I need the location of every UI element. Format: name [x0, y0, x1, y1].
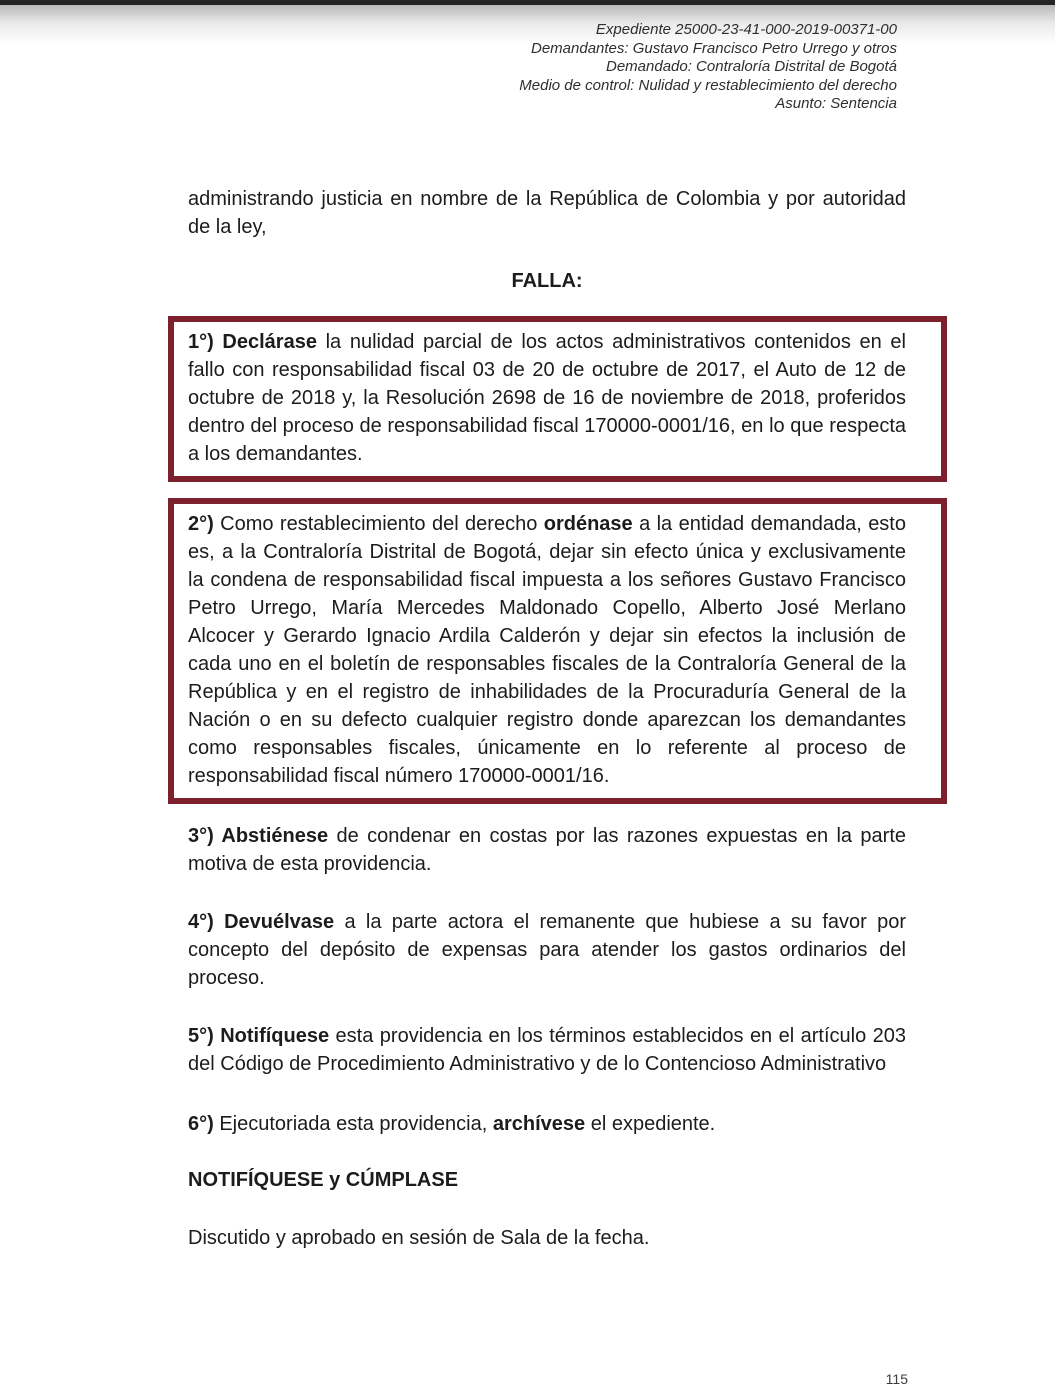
ruling-item-4-lead: 4°) Devuélvase: [188, 911, 335, 933]
ruling-item-1-text: la nulidad parcial de los actos administrativos contenidos en el fallo con responsabilidad fiscal 03 de 20 de octubre de 2017, el Auto de 12 de octubre de 2018 y, la Resolución 2698 de 16 de noviembre de 2018, proferidos dentro del proceso de responsabilidad fiscal 170000-0001/16, en lo que respecta a los demandantes.: [188, 331, 906, 465]
page-number: 115: [885, 1371, 908, 1387]
ruling-item-6-text-pre: Ejecutoriada esta providencia,: [213, 1113, 493, 1135]
case-header-asunto: Asunto: Sentencia: [775, 95, 897, 112]
ruling-item-4: [188, 908, 906, 992]
falla-heading: FALLA:: [511, 270, 583, 292]
ruling-item-5: [188, 1022, 906, 1078]
ruling-item-3: [188, 822, 906, 878]
case-header-demandantes: Demandantes: Gustavo Francisco Petro Urrego y otros: [531, 39, 897, 57]
case-header-demandado: Demandado: Contraloría Distrital de Bogotá: [606, 58, 897, 75]
case-header-expediente: Expediente 25000-23-41-000-2019-00371-00: [595, 21, 897, 38]
ruling-item-2-box: [168, 498, 947, 804]
notifiquese-cumplase-line: NOTIFÍQUESE y CÚMPLASE: [188, 1169, 459, 1191]
ruling-item-6-text: el expediente.: [585, 1113, 716, 1135]
case-header: [519, 21, 897, 114]
ruling-item-3-lead: 3°) Abstiénese: [188, 825, 329, 847]
ruling-item-1: [188, 328, 906, 468]
ruling-item-4-text: a la parte actora el remanente que hubiese a su favor por concepto del depósito de expensas para atender los gastos ordinarios del proceso.: [188, 911, 906, 989]
ruling-item-6-number: 6°): [188, 1113, 214, 1135]
ruling-item-1-box: [168, 316, 947, 482]
ruling-item-5-lead: 5°) Notifíquese: [188, 1025, 330, 1047]
ruling-item-2-number: 2°): [188, 513, 214, 535]
intro-paragraph: administrando justicia en nombre de la República de Colombia y por autoridad de la ley,: [188, 188, 906, 238]
ruling-item-2: [188, 510, 906, 790]
case-header-medio-de-control: Medio de control: Nulidad y restablecimiento del derecho: [519, 76, 897, 94]
approved-in-session-line: Discutido y aprobado en sesión de Sala de la fecha.: [188, 1227, 650, 1249]
ruling-item-2-text-pre: Como restablecimiento del derecho: [213, 513, 544, 535]
ruling-item-1-lead: 1°) Declárase: [188, 331, 317, 353]
ruling-item-2-text: a la entidad demandada, esto es, a la Contraloría Distrital de Bogotá, dejar sin efecto única y exclusivamente la condena de responsabilidad fiscal impuesta a los señores Gustavo Francisco Petro Urrego, María Mercedes Maldonado Copello, Alberto José Merlano Alcocer y Gerardo Ignacio Ardila Calderón y dejar sin efectos la inclusión de cada uno en el boletín de responsables fiscales de la Contraloría General de la República y en el registro de inhabilidades de la Procuraduría General de la Nación o en su defecto cualquier registro donde aparezcan los demandantes como responsables fiscales, únicamente en lo referente al proceso de responsabilidad fiscal número 170000-0001/16.: [188, 513, 906, 787]
ruling-item-5-text: esta providencia en los términos establecidos en el artículo 203 del Código de Procedimiento Administrativo y de lo Contencioso Administrativo: [188, 1025, 907, 1075]
document-body: [188, 185, 906, 1252]
ruling-item-2-bold-word: ordénase: [543, 513, 633, 535]
ruling-item-6: [188, 1110, 906, 1138]
ruling-item-6-bold-word: archívese: [492, 1113, 586, 1135]
ruling-item-3-text: de condenar en costas por las razones expuestas en la parte motiva de esta providencia.: [188, 825, 907, 875]
